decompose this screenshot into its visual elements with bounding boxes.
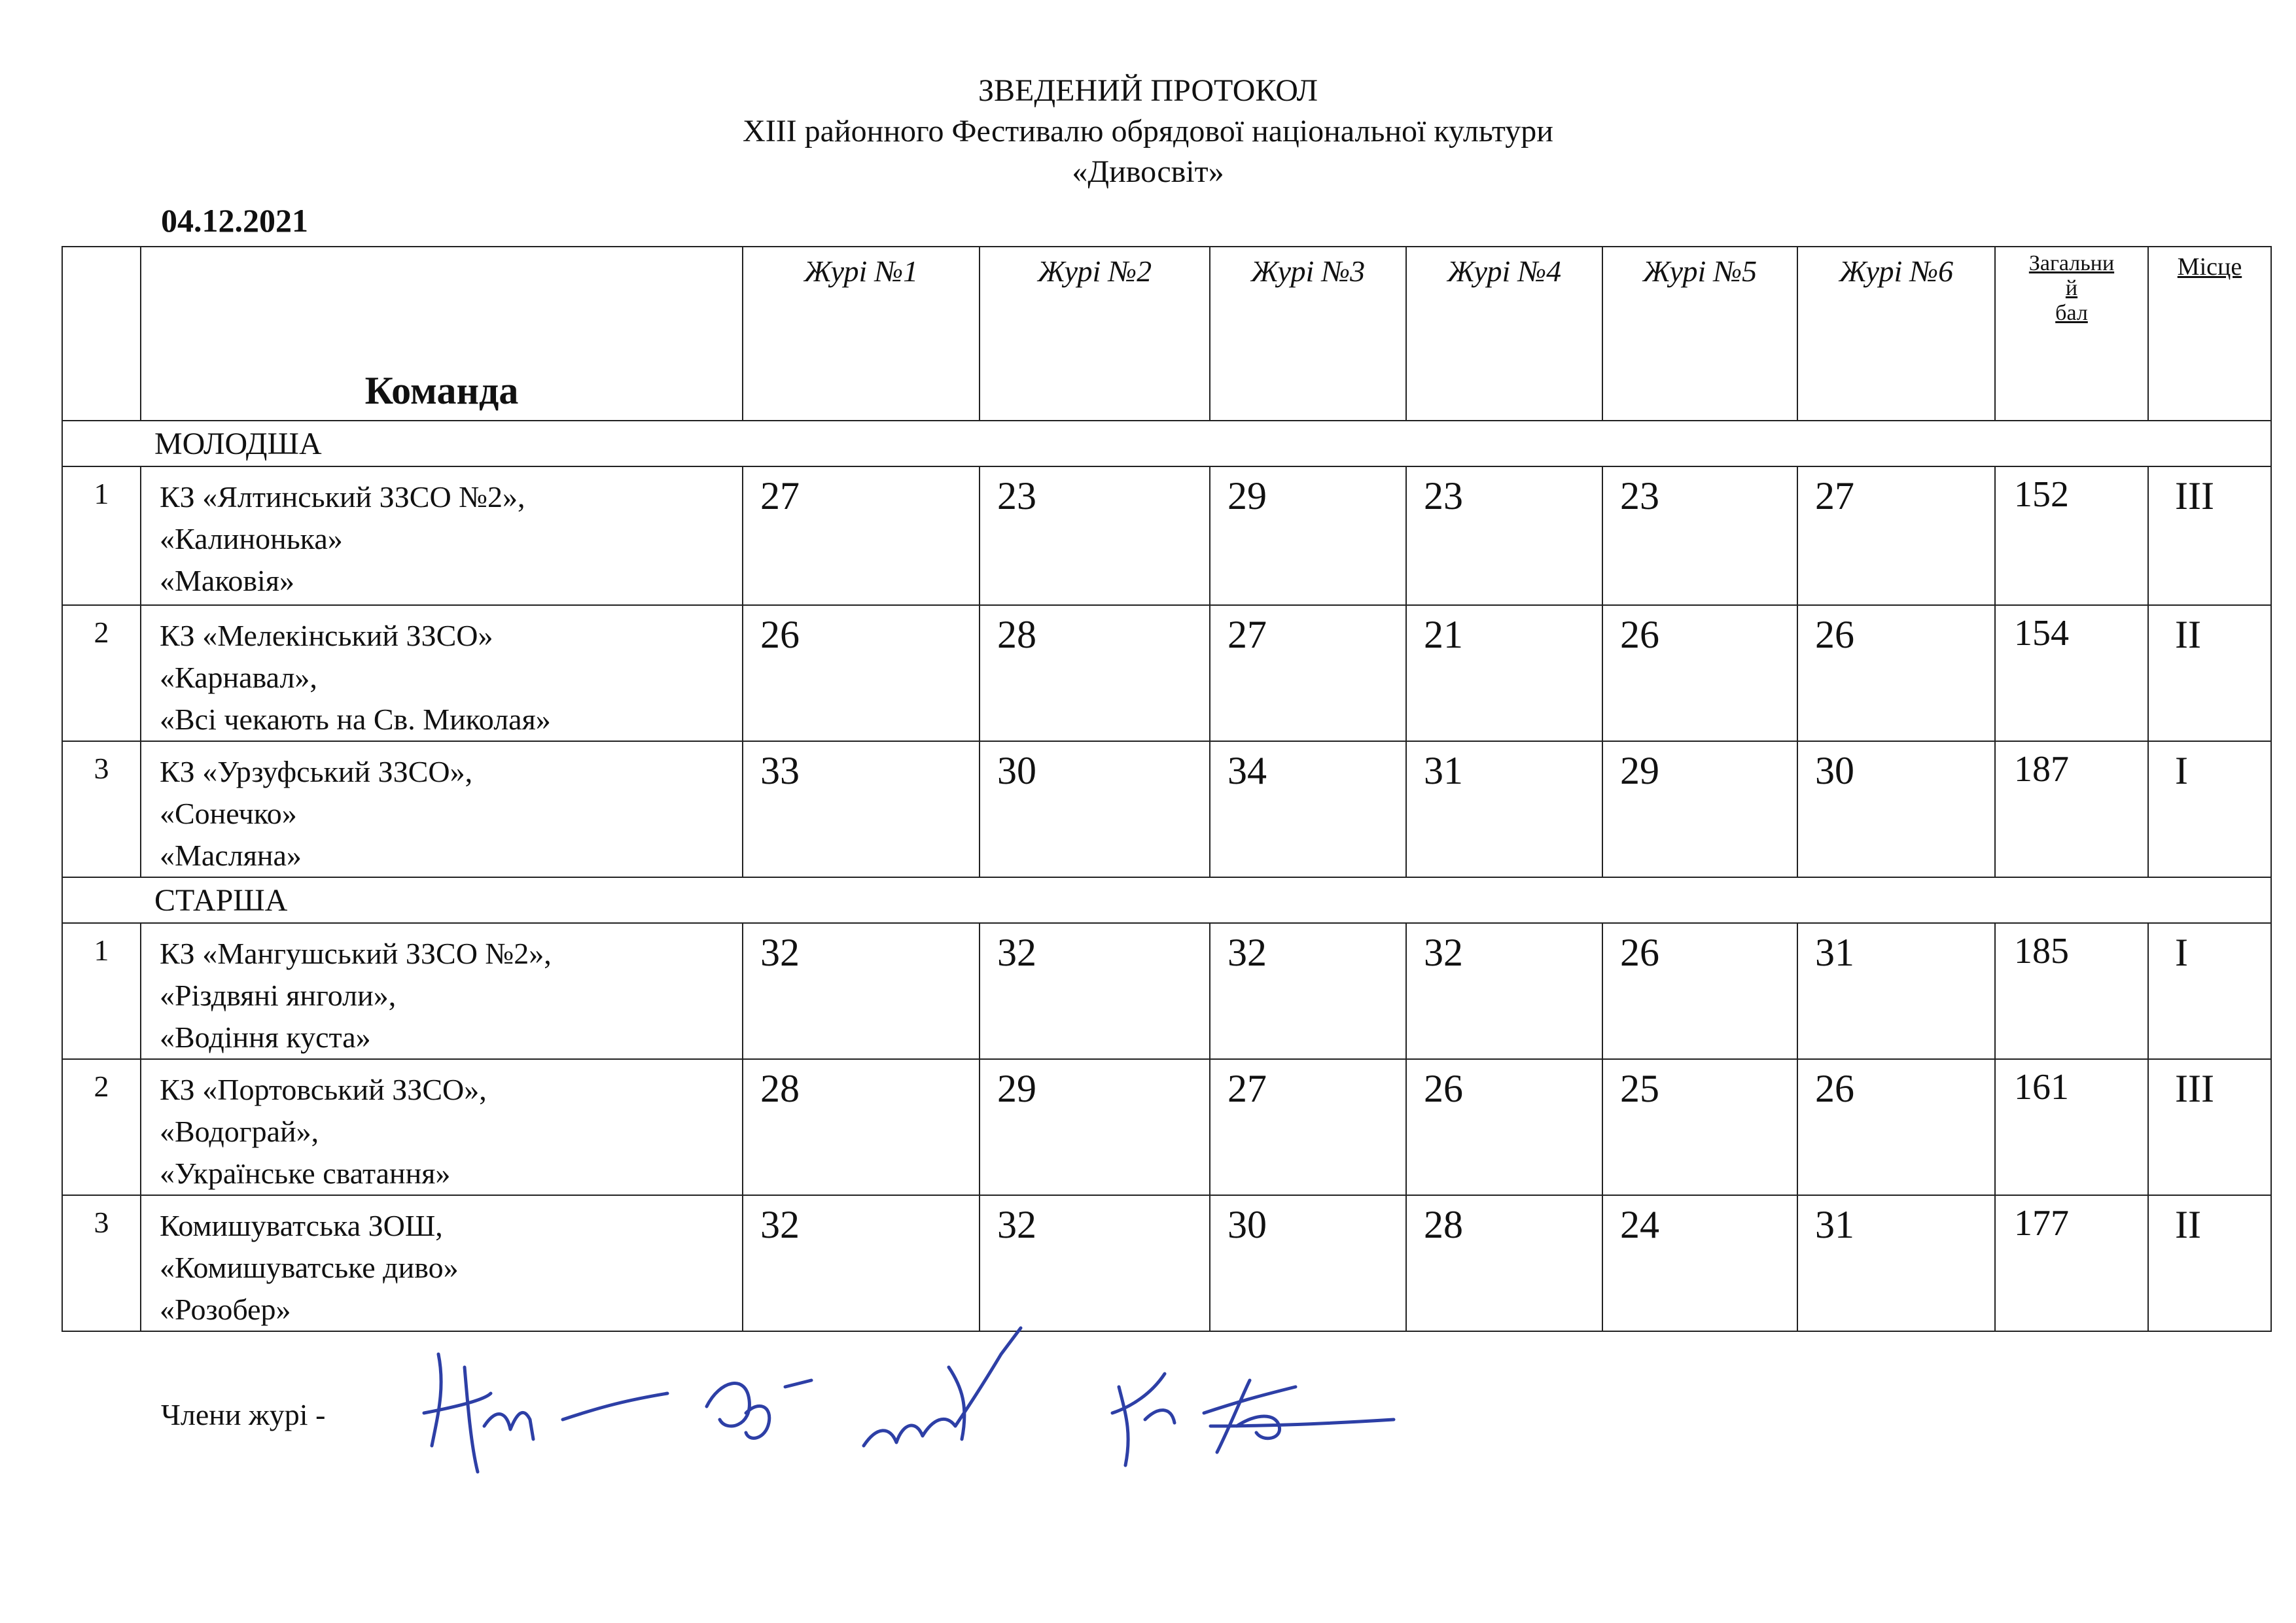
team-line: «Українське сватання» [160,1157,451,1190]
row-number: 2 [62,605,141,741]
team-line: КЗ «Урзуфський ЗЗСО», [160,755,473,788]
row-number: 1 [62,466,141,605]
judge-score-6: 31 [1797,1195,1995,1331]
table-row [62,1195,2271,1331]
judge-score-6: 26 [1797,1059,1995,1195]
header-judge-3: Журі №3 [1210,247,1406,421]
place: II [2148,1195,2271,1331]
judge-score-1: 32 [743,923,980,1059]
team-line: «Водіння куста» [160,1021,371,1054]
judge-score-2: 23 [980,466,1210,605]
row-number: 1 [62,923,141,1059]
total-score: 177 [1995,1195,2148,1331]
jury-signatures [393,1315,1413,1485]
group-row [62,421,2271,466]
row-number: 2 [62,1059,141,1195]
total-score: 187 [1995,741,2148,877]
judge-score-2: 30 [980,741,1210,877]
header-judge-4: Журі №4 [1406,247,1602,421]
place: III [2148,466,2271,605]
signature-6 [1204,1380,1394,1452]
jury-members-label: Члени журі - [161,1398,326,1431]
team-line: «Масляна» [160,839,302,872]
signature-4 [864,1328,1021,1446]
header-total [1995,247,2148,421]
judge-score-5: 29 [1602,741,1797,877]
judge-score-2: 29 [980,1059,1210,1195]
judge-score-4: 21 [1406,605,1602,741]
header-total-line-2: й [2065,276,2078,300]
judge-score-3: 27 [1210,605,1406,741]
team-cell [141,741,743,877]
team-line: «Всі чекають на Св. Миколая» [160,703,551,736]
judge-score-5: 26 [1602,923,1797,1059]
judge-score-4: 31 [1406,741,1602,877]
team-line: «Комишуватське диво» [160,1251,459,1284]
table-row [62,741,2271,877]
total-score: 152 [1995,466,2148,605]
signature-3 [707,1380,811,1438]
judge-score-4: 26 [1406,1059,1602,1195]
team-line: «Карнавал», [160,661,317,694]
team-cell [141,605,743,741]
judge-score-4: 28 [1406,1195,1602,1331]
total-score: 154 [1995,605,2148,741]
judge-score-5: 25 [1602,1059,1797,1195]
title-line-3: «Дивосвіт» [1072,154,1224,189]
judge-score-6: 31 [1797,923,1995,1059]
results-table [62,246,2272,1332]
team-line: «Сонечко» [160,797,297,830]
judge-score-1: 32 [743,1195,980,1331]
judge-score-1: 28 [743,1059,980,1195]
judge-score-3: 32 [1210,923,1406,1059]
judge-score-1: 27 [743,466,980,605]
judge-score-5: 23 [1602,466,1797,605]
judge-score-2: 32 [980,1195,1210,1331]
judge-score-3: 27 [1210,1059,1406,1195]
protocol-date: 04.12.2021 [161,202,308,239]
judge-score-6: 27 [1797,466,1995,605]
header-judge-6: Журі №6 [1797,247,1995,421]
signature-5 [1112,1374,1174,1465]
table-body [62,421,2271,1331]
team-line: КЗ «Портовський ЗЗСО», [160,1073,487,1106]
team-line: «Розобер» [160,1293,291,1326]
table-row [62,923,2271,1059]
total-score: 185 [1995,923,2148,1059]
title-line-1: ЗВЕДЕНИЙ ПРОТОКОЛ [978,73,1318,108]
total-score: 161 [1995,1059,2148,1195]
group-label: МОЛОДША [62,421,2271,466]
team-line: КЗ «Мелекінський ЗЗСО» [160,619,493,652]
judge-score-2: 28 [980,605,1210,741]
header-total-line-3: бал [2055,301,2088,325]
team-line: «Маковія» [160,564,294,597]
team-cell [141,1059,743,1195]
judge-score-1: 33 [743,741,980,877]
judge-score-6: 26 [1797,605,1995,741]
judge-score-2: 32 [980,923,1210,1059]
header-team: Команда [141,247,743,421]
team-line: «Різдвяні янголи», [160,979,397,1012]
team-line: КЗ «Ялтинський ЗЗСО №2», [160,480,525,514]
judge-score-3: 34 [1210,741,1406,877]
header-number-cell [62,247,141,421]
table-row [62,466,2271,605]
signature-2 [563,1393,667,1420]
row-number: 3 [62,741,141,877]
judge-score-6: 30 [1797,741,1995,877]
team-cell [141,1195,743,1331]
place: II [2148,605,2271,741]
place: I [2148,741,2271,877]
team-line: КЗ «Мангушський ЗЗСО №2», [160,937,552,970]
header-row [62,247,2271,421]
judge-score-4: 23 [1406,466,1602,605]
judge-score-5: 24 [1602,1195,1797,1331]
team-line: «Водограй», [160,1115,319,1148]
team-cell [141,466,743,605]
group-row [62,877,2271,923]
judge-score-5: 26 [1602,605,1797,741]
header-judge-2: Журі №2 [980,247,1210,421]
header-judge-1: Журі №1 [743,247,980,421]
judge-score-1: 26 [743,605,980,741]
team-line: Комишуватська ЗОШ, [160,1209,443,1242]
group-label: СТАРША [62,877,2271,923]
judge-score-3: 30 [1210,1195,1406,1331]
signature-1 [424,1354,533,1472]
team-line: «Калинонька» [160,522,343,555]
place: III [2148,1059,2271,1195]
place: I [2148,923,2271,1059]
table-row [62,605,2271,741]
document-title [0,71,2296,192]
header-judge-5: Журі №5 [1602,247,1797,421]
judge-score-3: 29 [1210,466,1406,605]
row-number: 3 [62,1195,141,1331]
table-row [62,1059,2271,1195]
title-line-2: XIII районного Фестивалю обрядової національної культури [743,114,1553,148]
header-total-line-1: Загальни [2028,251,2115,275]
header-place: Місце [2148,247,2271,421]
team-cell [141,923,743,1059]
judge-score-4: 32 [1406,923,1602,1059]
